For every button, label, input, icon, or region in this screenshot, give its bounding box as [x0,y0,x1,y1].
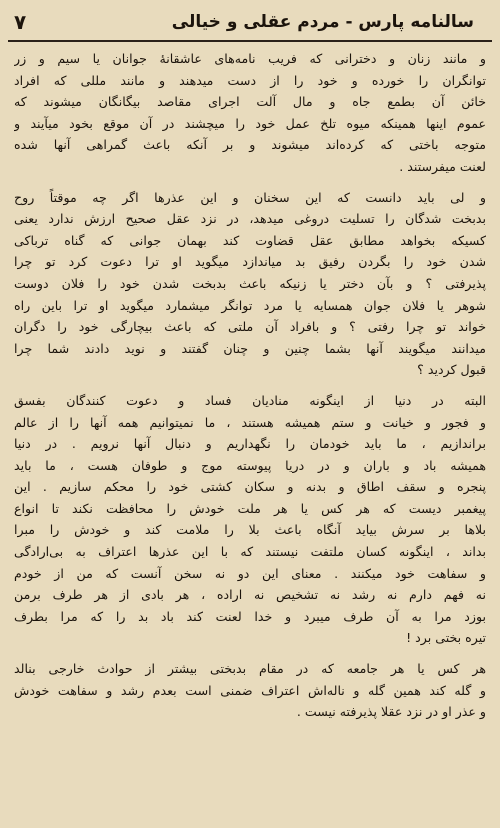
text-line: شدن خود را بگردن رفیق بد میاندازد میگوید او ترا دعوت کرد تو چرا [14,254,486,270]
text-line: و فجور و خیانت و ستم همیشه هستند ، ما نمیتوانیم همه آنها را از عالم [14,414,486,430]
text-line: بدبخت شدگان را تسلیت دروغی میدهد، در نزد عقل صحیح ارزش ندارد یعنی [14,211,486,227]
text-line: همیشه باد و باران و در دریا پیوسته موج و طوفان هست ، ما باید [14,457,486,473]
text-line: قبول کردید ؟ [417,362,486,378]
paragraph [14,658,486,723]
text-line: پذیرفتی ؟ و بآن دختر یا زنیکه باعث بدبخت شدن خود را فلان دوست [14,275,486,291]
text-line: بداند ، اینگونه کسان ملتفت نیستند که با این عذرها اعتراف به بی‌ارادگی [14,544,486,560]
text-line: پنجره و سقف اطاق و بدنه و سکان کشتی خود را محکم سازیم . این [14,479,486,495]
text-line: عموم اینها همینکه میوه تلخ عمل خود را میچشند در آن موقع بخود میآیند و [14,115,486,131]
text-line: شوهر یا فلان جوان همسایه یا مرد توانگر میشمارد میگوید او ترا باین راه [14,297,486,313]
text-line: و گله کند همین گله و ناله‌اش اعتراف ضمنی است بعدم رشد و سفاهت خودش [14,682,486,698]
text-line: و سفاهت خود میکنند . معنای این دو نه سخن آنست که من از خودم [14,565,486,581]
text-line: لعنت میفرستند . [399,158,486,174]
text-line: البته در دنیا از اینگونه منادیان فساد و دعوت کنندگان بفسق [14,392,486,408]
running-title: سالنامه پارس - مردم عقلی و خیالی [171,12,474,32]
paragraph [14,48,486,178]
text-line: پیغمبر دیست که هر کس یا هر ملت خودش را محافظت نکند تا انواع [14,500,486,516]
text-line: کسیکه بخواهد مطابق عقل قضاوت کند بهمان جوانی که گناه ترباکی [14,232,486,248]
text-line: توانگران را خورده و خود را از دست میدهند و مانند مللی که افراد [14,72,486,88]
text-line: خواند تو چرا رفتی ؟ و بافراد آن ملتی که باعث بیچارگی خود را دگران [14,319,486,335]
paragraph [14,390,486,649]
page-body [14,48,486,822]
page-header [8,10,492,42]
text-line: هر کس یا هر جامعه که در مقام بدبختی بیشتر از حوادث خارجی بنالد [14,661,486,677]
text-line: میدانند میگویند آنها بشما چنین و چنان گفتند و نوید دادند شما چرا [14,340,486,356]
text-line: بوزد مرا به آن طرف میبرد و خدا لعنت کند باد بد را که مرا بطرف [14,608,486,624]
text-line: متوجه باختی که کرده‌اند میشوند و بر آنکه باعث گمراهی آنها شده [14,137,486,153]
text-line: نه فهم دارم نه رشد نه تشخیص نه اراده ، هر بادی از هر طرف برمن [14,587,486,603]
page-number: ٧ [14,10,27,34]
text-line: براندازیم ، ما باید خودمان را نگهداریم و دنبال آنها نرویم . در دنیا [14,436,486,452]
text-line: و عذر او در نزد عقلا پذیرفته نیست . [296,704,486,720]
text-line: و لی باید دانست که این سخنان و این عذرها اگر چه موقتاً روح [14,189,486,205]
paragraph [14,187,486,381]
text-line: و مانند زنان و دخترانی که فریب نامه‌های عاشقانهٔ جوانان یا سیم و زر [14,51,486,66]
text-line: خائن آن بطمع جاه و مال آلت اجرای مقاصد بیگانگان میشوند که [14,94,486,110]
text-line: بلاها بر سرش بیاید آنگاه باعث بلا را ملامت کند و خودش را مبرا [14,522,486,538]
text-line: تیره بختی برد ! [406,630,486,646]
